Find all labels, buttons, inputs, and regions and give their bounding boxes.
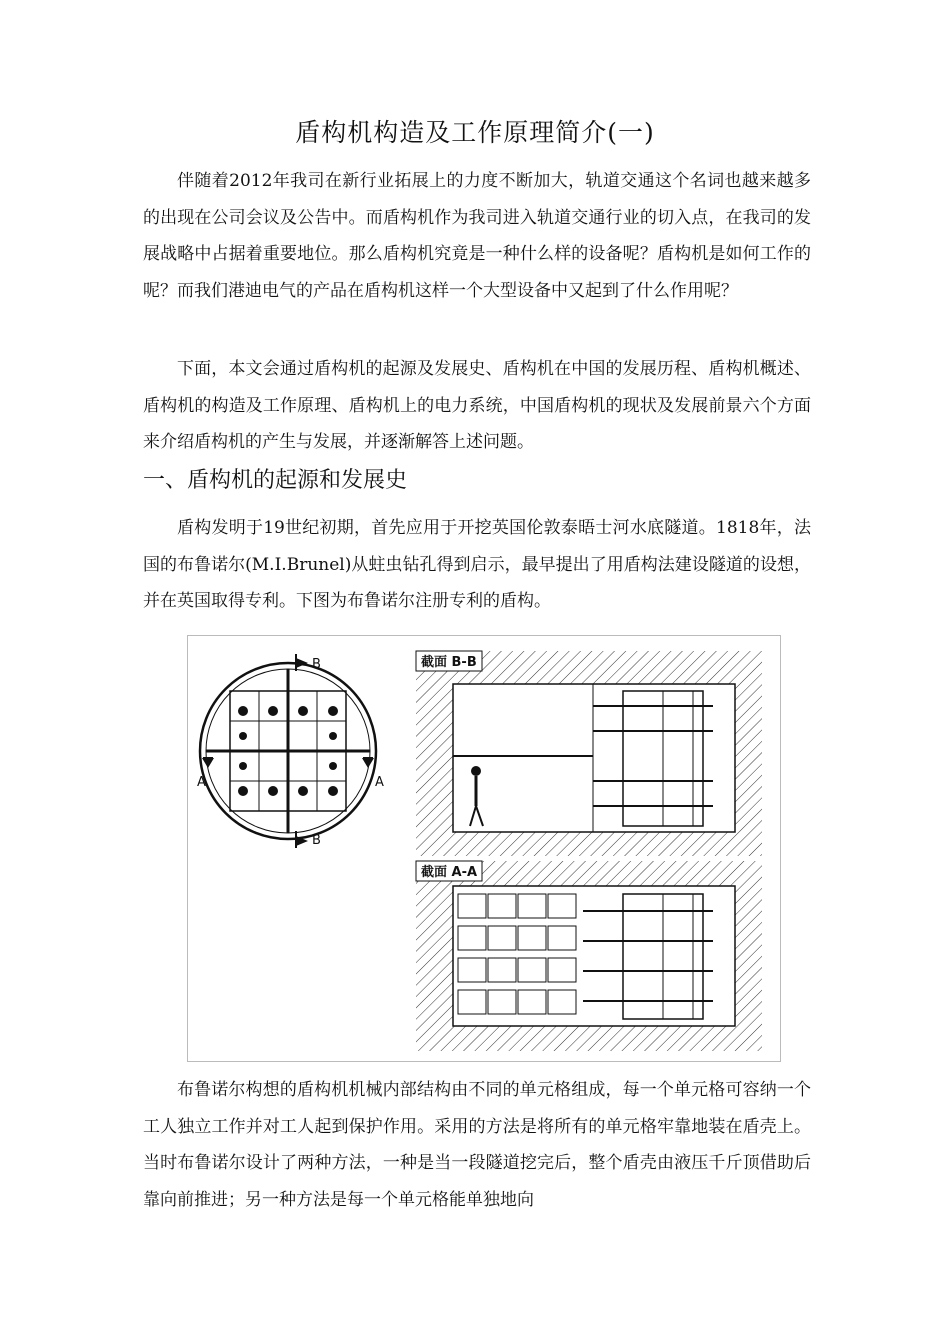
section-aa-label: 截面 A-A <box>421 865 478 880</box>
shield-drawing <box>188 636 782 1063</box>
section-bb-view <box>416 651 762 856</box>
intro-paragraph-1: 伴随着2012年我司在新行业拓展上的力度不断加大，轨道交通这个名词也越来越多的出现在公司会议及公告中。而盾构机作为我司进入轨道交通行业的切入点，在我司的发展战略中占据着重要地位。那么盾构机究竟是一种什么样的设备呢？盾构机是如何工作的呢？而我们港迪电气的产品在盾构机这样一个大型设备中又起到了什么作用呢？ <box>143 171 811 301</box>
section-aa-view <box>416 861 762 1051</box>
section-paragraph-1: 盾构发明于19世纪初期，首先应用于开挖英国伦敦泰晤士河水底隧道。1818年，法国的布鲁诺尔(M.I.Brunel)从蛀虫钻孔得到启示，最早提出了用盾构法建设隧道的设想，并在英国取得专利。下图为布鲁诺尔注册专利的盾构。 <box>143 518 811 611</box>
marker-b-top: B <box>312 657 321 672</box>
marker-a-left: A <box>197 775 206 790</box>
brunel-shield-figure <box>187 635 781 1062</box>
page-title: 盾构机构造及工作原理简介(一) <box>295 118 655 147</box>
section-bb-label: 截面 B-B <box>421 655 477 670</box>
section-paragraph-2: 布鲁诺尔构想的盾构机机械内部结构由不同的单元格组成，每一个单元格可容纳一个工人独立工作并对工人起到保护作用。采用的方法是将所有的单元格牢靠地装在盾壳上。当时布鲁诺尔设计了两种方法，一种是当一段隧道挖完后，整个盾壳由液压千斤顶借助后靠向前推进；另一种方法是每一个单元格能单独地向 <box>143 1080 811 1210</box>
intro-paragraph-2: 下面，本文会通过盾构机的起源及发展史、盾构机在中国的发展历程、盾构机概述、盾构机的构造及工作原理、盾构机上的电力系统，中国盾构机的现状及发展前景六个方面来介绍盾构机的产生与发展，并逐渐解答上述问题。 <box>143 359 811 452</box>
section-heading: 一、盾构机的起源和发展史 <box>143 468 408 493</box>
marker-b-bottom: B <box>312 833 321 848</box>
front-view <box>197 654 384 848</box>
marker-a-right: A <box>375 775 384 790</box>
